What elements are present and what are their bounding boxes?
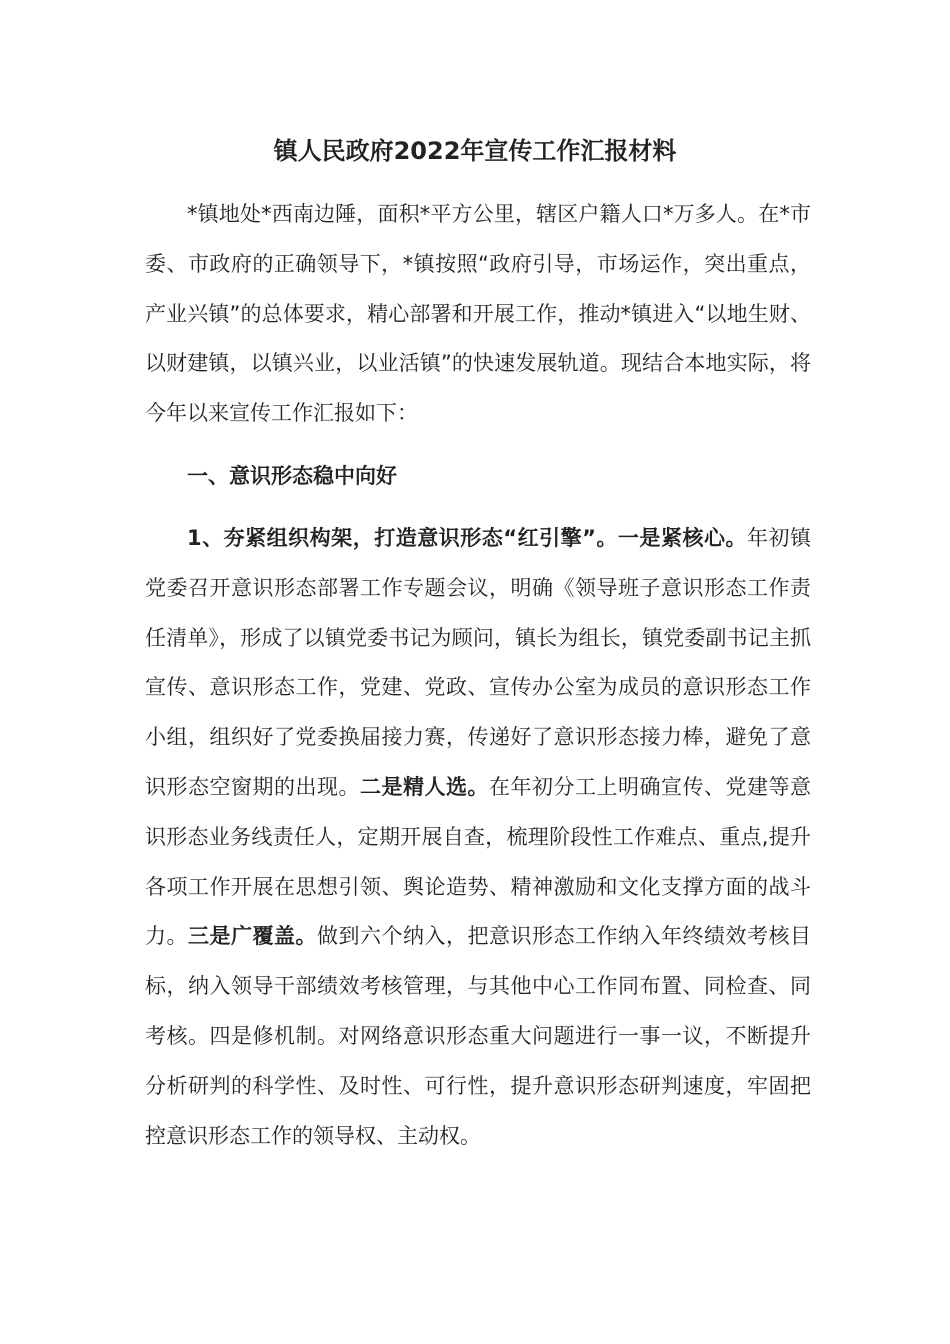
item-heading: 1、夯紧组织构架，打造意识形态“红引擎”。	[187, 526, 618, 550]
item-paragraph	[145, 514, 811, 1161]
point-text: 在年初分工上明确宣传、党建等意识形态业务线责任人，定期开展自查，梳理阶段性工作难点、重点,提升各项工作开展在思想引领、舆论造势、精神激励和文化支撑方面的战斗力。	[145, 774, 811, 949]
point-text: 做到六个纳入，把意识形态工作纳入年终绩效考核目标，纳入领导干部绩效考核管理，与其他中心工作同布置、同检查、同考核。四是修机制。对网络意识形态重大问题进行一事一议，不断提升分析研判的科学性、及时性、可行性，提升意识形态研判速度，牢固把控意识形态工作的领导权、主动权。	[145, 924, 811, 1148]
document-title: 镇人民政府2022年宣传工作汇报材料	[273, 137, 677, 165]
point-label: 一是紧核心。	[617, 526, 747, 550]
section-heading: 一、意识形态稳中向好	[187, 464, 397, 488]
point-text: 年初镇党委召开意识形态部署工作专题会议，明确《领导班子意识形态工作责任清单》，形成了以镇党委书记为顾问，镇长为组长，镇党委副书记主抓宣传、意识形态工作，党建、党政、宣传办公室为成员的意识形态工作小组，组织好了党委换届接力赛，传递好了意识形态接力棒，避免了意识形态空窗期的出现。	[145, 526, 812, 799]
intro-paragraph: *镇地处*西南边陲，面积*平方公里，辖区户籍人口*万多人。在*市委、市政府的正确领导下，*镇按照“政府引导，市场运作，突出重点，产业兴镇”的总体要求，精心部署和开展工作，推动*镇进入“以地生财、以财建镇，以镇兴业，以业活镇”的快速发展轨道。现结合本地实际，将今年以来宣传工作汇报如下：	[145, 202, 811, 426]
point-label: 二是精人选。	[360, 774, 489, 799]
point-label: 三是广覆盖。	[188, 924, 317, 949]
